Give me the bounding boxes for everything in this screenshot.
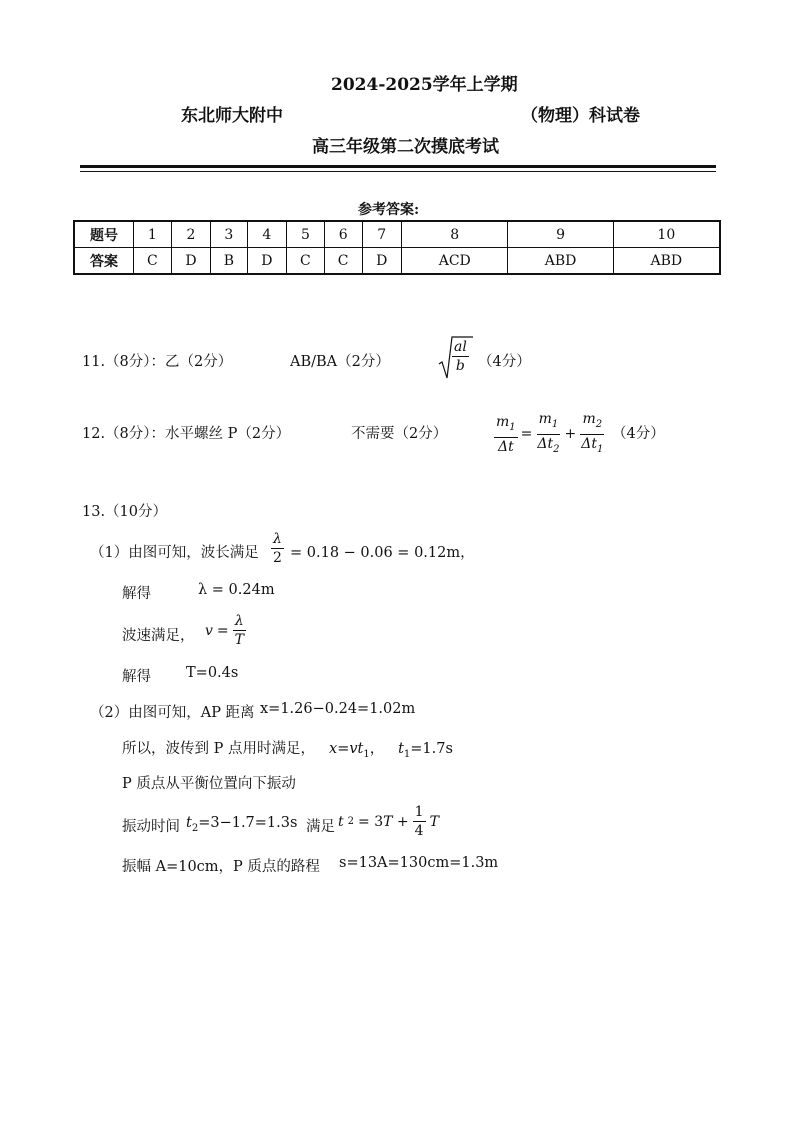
q13-lambda-half: $\frac{\lambda}{2}$ <box>273 531 282 566</box>
question-number: 5 <box>287 221 325 248</box>
row-label-answer: 答案 <box>74 248 134 275</box>
q11-sqrt-denominator: b <box>455 358 465 374</box>
answer-choice: B <box>211 248 247 275</box>
answer-choice: ABD <box>508 248 613 275</box>
q13-p2-line2: 所以，波传到 P 点用时满足， <box>122 741 315 757</box>
question-number: 1 <box>134 221 172 248</box>
answer-choice: ABD <box>613 248 720 275</box>
question-number: 10 <box>613 221 720 248</box>
q11-prefix: 11.（8分）：乙（2分） <box>82 354 233 370</box>
answers-title: 参考答案: <box>358 202 420 218</box>
header-school: 东北师大附中 <box>181 106 283 126</box>
q12-prefix: 12.（8分）：水平螺丝 P（2分） <box>82 426 291 442</box>
answer-choice: C <box>287 248 325 275</box>
q13-solve1-expr: λ = 0.24m <box>198 582 275 598</box>
answers-table <box>73 220 721 275</box>
q13-solve2-label: 解得 <box>122 669 151 685</box>
question-number: 4 <box>247 221 286 248</box>
q13-solve2-expr: T=0.4s <box>186 665 239 681</box>
q13-p2-line5-expr: s=13A=130cm=1.3m <box>339 855 499 871</box>
q13-title: 13.（10分） <box>82 504 168 520</box>
q13-p2-line4-a: 振动时间 <box>122 819 180 835</box>
question-number: 7 <box>362 221 401 248</box>
q12-formula: $\frac{m_1}{\Delta t}$ = $\frac{m_1}{\Delta t_2}$ + $\frac{m_2}{\Delta t_1}$ <box>496 411 604 455</box>
q11-sqrt-expression <box>438 334 474 382</box>
q13-p2-line2-formula: $x=vt_1$， $t_1=1.7s$ <box>329 741 453 760</box>
question-number: 2 <box>171 221 210 248</box>
answer-choice: ACD <box>401 248 508 275</box>
q13-p2-line4-time: $t_2=3-1.7=1.3s$ <box>186 815 298 834</box>
header-year-term: 2024-2025学年上学期 <box>331 75 518 95</box>
header-rule-thick <box>80 165 716 168</box>
q11-score3: （4分） <box>478 354 531 370</box>
q13-solve1-label: 解得 <box>122 586 151 602</box>
q11-part2: AB/BA（2分） <box>290 354 390 370</box>
q13-p2-expr: x=1.26−0.24=1.02m <box>260 701 416 717</box>
q11-sqrt-numerator: al <box>454 339 467 355</box>
q13-p2-line4-formula: t 2 = 3T + $\frac{1}{4}$ T <box>338 804 439 839</box>
header-rule-thin <box>80 171 716 172</box>
q13-p1-intro: （1）由图可知，波长满足 <box>90 545 259 561</box>
q13-speed-formula: v = $\frac{\lambda}{T}$ <box>205 613 244 648</box>
q13-p2-line3: P 质点从平衡位置向下振动 <box>122 776 296 792</box>
question-number: 9 <box>508 221 613 248</box>
header-exam: 高三年级第二次摸底考试 <box>312 137 499 157</box>
q13-speed-label: 波速满足， <box>122 628 195 644</box>
q13-p2-line4-b: 满足 <box>306 819 335 835</box>
q12-part2: 不需要（2分） <box>351 426 448 442</box>
q12-score3: （4分） <box>612 426 665 442</box>
answer-choice: C <box>324 248 362 275</box>
q13-p2-intro: （2）由图可知，AP 距离 <box>90 705 255 721</box>
header-subject: （物理）科试卷 <box>521 106 640 126</box>
q13-p2-line5: 振幅 A=10cm，P 质点的路程 <box>122 859 320 875</box>
question-number: 3 <box>211 221 247 248</box>
question-number: 6 <box>324 221 362 248</box>
row-label-number: 题号 <box>74 221 134 248</box>
answer-choice: C <box>134 248 172 275</box>
answer-choice: D <box>247 248 286 275</box>
question-number: 8 <box>401 221 508 248</box>
answer-choice: D <box>171 248 210 275</box>
q13-p1-expr: = 0.18 − 0.06 = 0.12m， <box>290 545 475 561</box>
answer-choice: D <box>362 248 401 275</box>
